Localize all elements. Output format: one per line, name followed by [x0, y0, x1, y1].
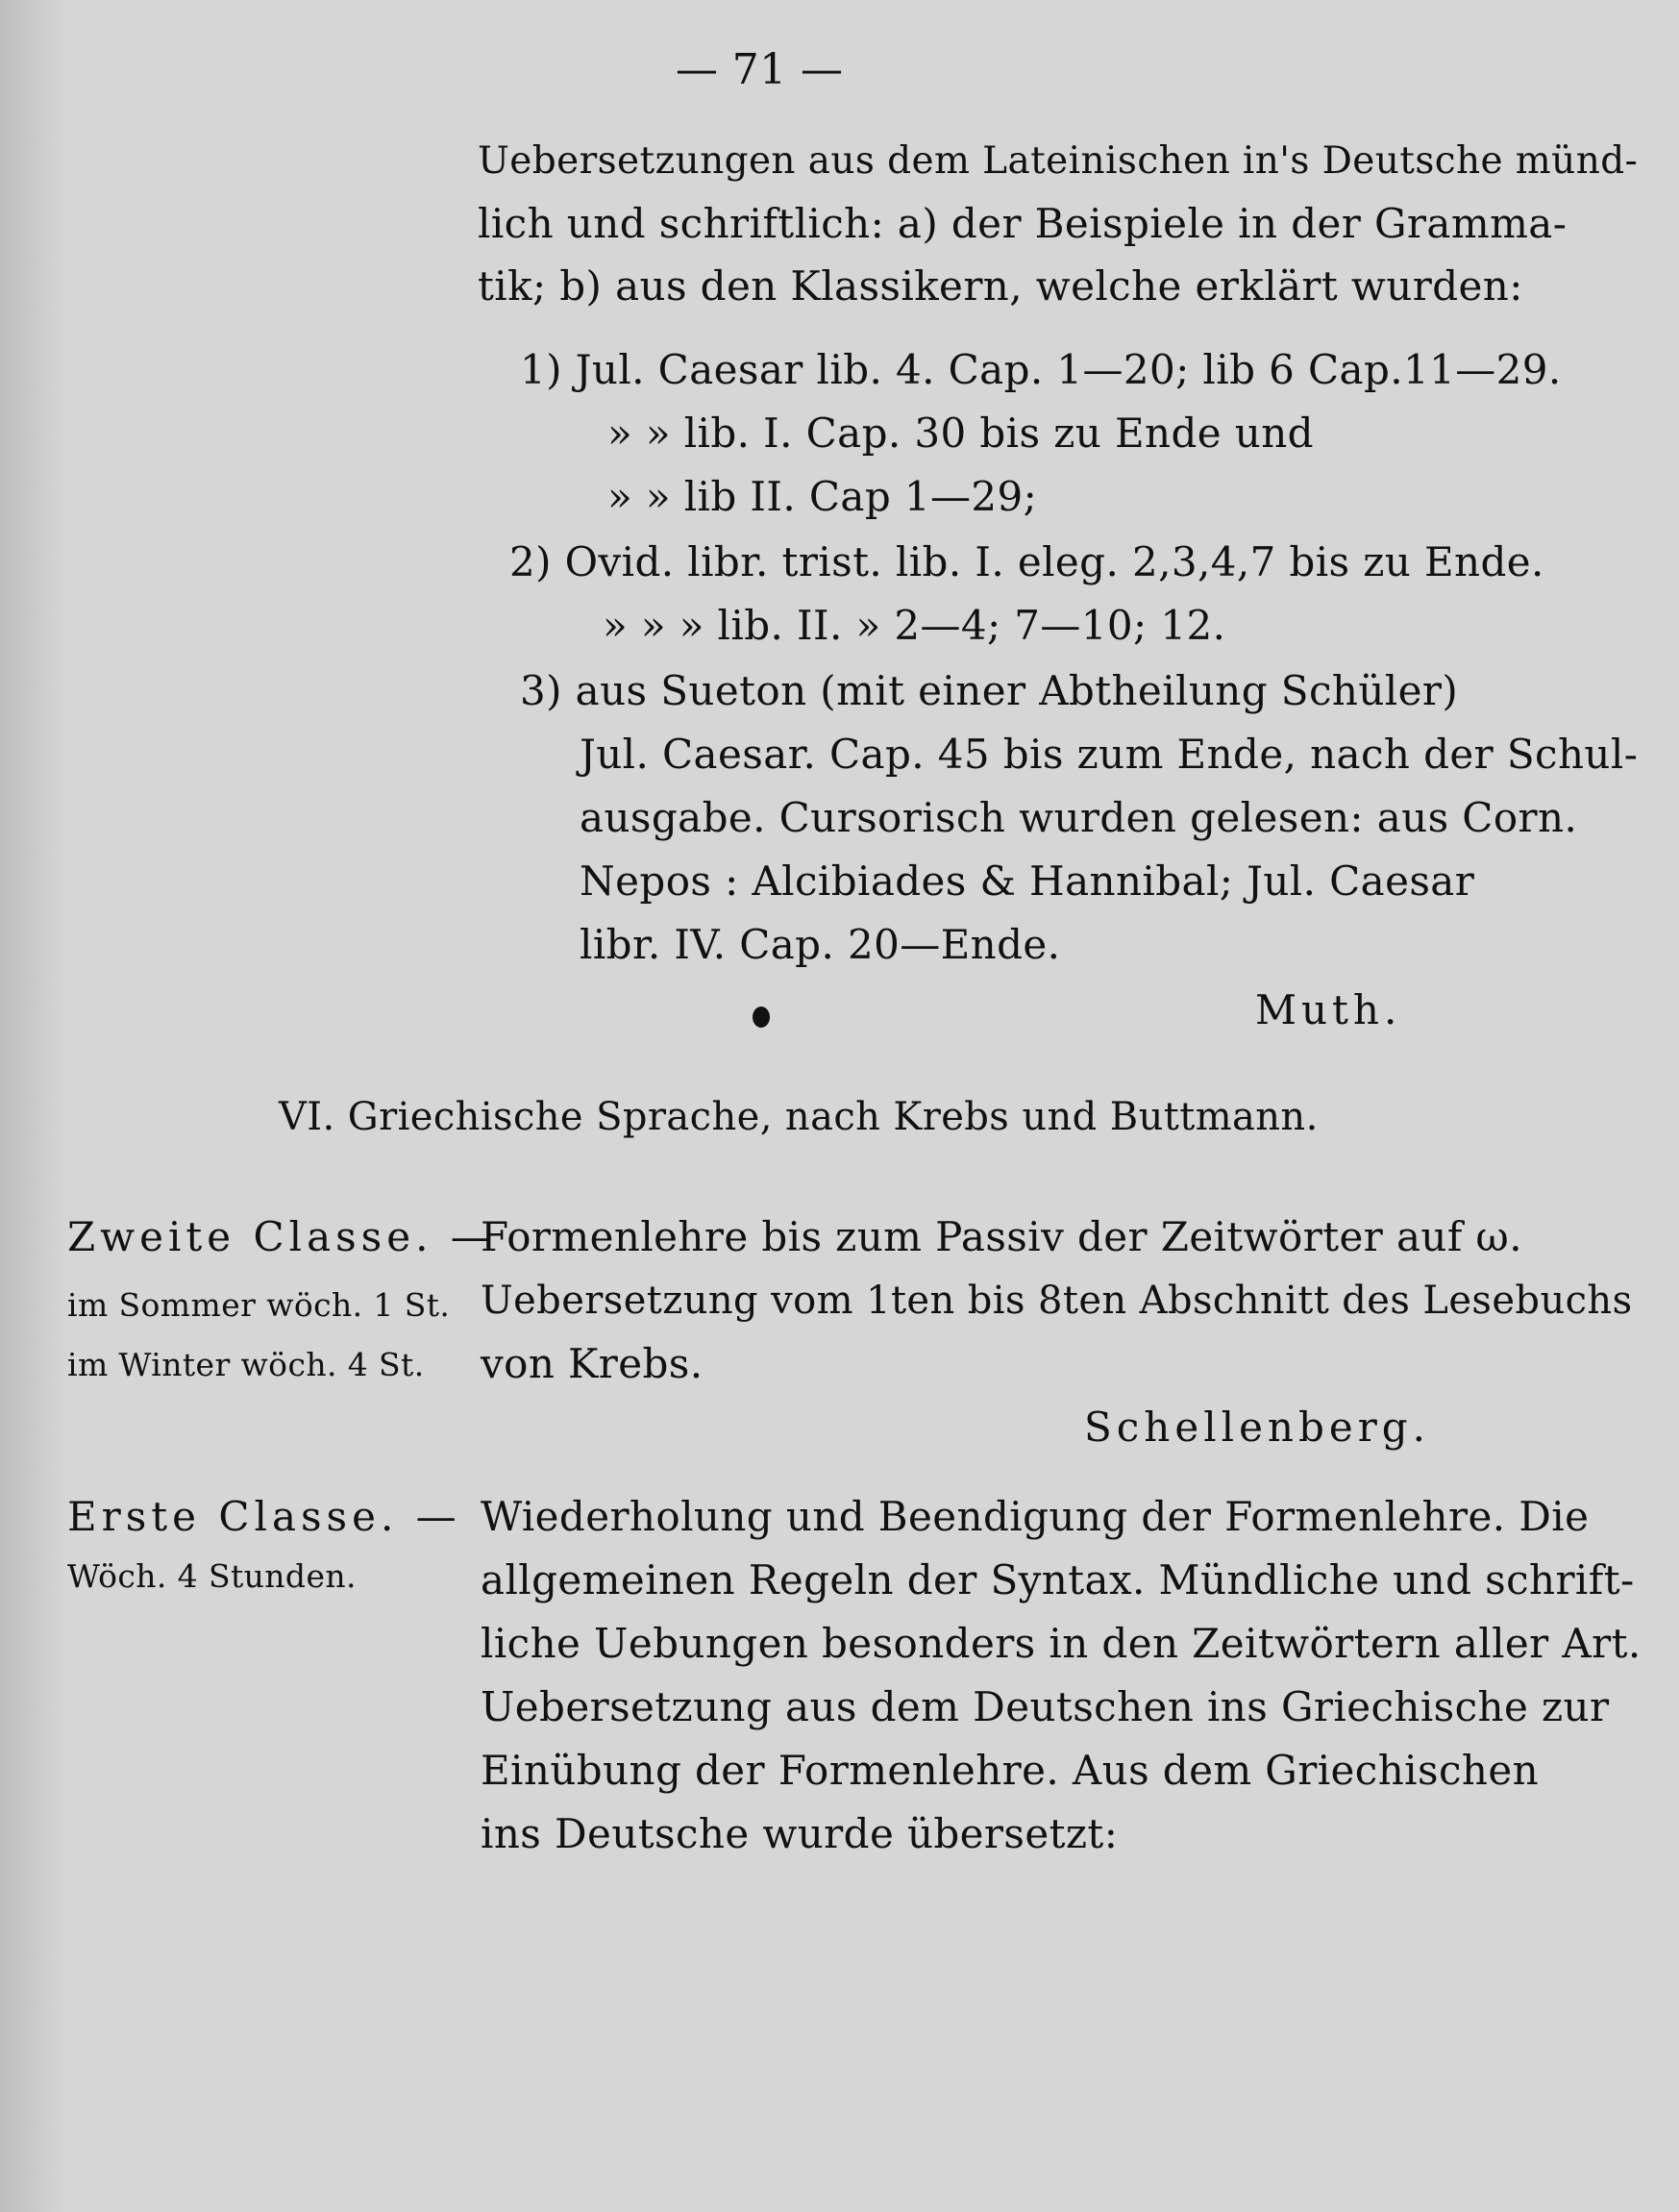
reading-line-10: libr. IV. Cap. 20—Ende. — [580, 921, 1061, 968]
intro-line-1: Uebersetzungen aus dem Lateinischen in's Deutsche münd- — [478, 139, 1639, 183]
ink-dot — [753, 1007, 770, 1028]
class-1-text-line-1: Wiederholung und Beendigung der Formenlehre. Die — [481, 1493, 1590, 1540]
reading-line-8: ausgabe. Cursorisch wurden gelesen: aus Corn. — [580, 794, 1578, 841]
page-number: — 71 — — [676, 45, 844, 94]
class-2-winter-hours: im Winter wöch. 4 St. — [67, 1346, 425, 1383]
reading-line-4: 2) Ovid. libr. trist. lib. I. eleg. 2,3,4,7 bis zu Ende. — [509, 538, 1544, 585]
reading-line-6: 3) aus Sueton (mit einer Abtheilung Schüler) — [520, 667, 1459, 714]
class-2-label: Zweite Classe. — — [67, 1213, 496, 1260]
reading-line-1: 1) Jul. Caesar lib. 4. Cap. 1—20; lib 6 Cap.11—29. — [520, 346, 1562, 393]
reading-line-3: » » lib II. Cap 1—29; — [607, 473, 1038, 520]
intro-line-2: lich und schriftlich: a) der Beispiele in der Gramma- — [478, 200, 1568, 247]
teacher-signature-1: Muth. — [1255, 986, 1402, 1033]
reading-line-9: Nepos : Alcibiades & Hannibal; Jul. Caesar — [580, 857, 1475, 905]
reading-line-5: » » » lib. II. » 2—4; 7—10; 12. — [603, 602, 1226, 649]
class-1-text-line-5: Einübung der Formenlehre. Aus dem Griechischen — [481, 1747, 1540, 1794]
class-2-summer-hours: im Sommer wöch. 1 St. — [67, 1286, 451, 1324]
page-edge-shadow — [0, 0, 67, 2212]
class-2-text-line-3: von Krebs. — [481, 1340, 704, 1387]
reading-line-7: Jul. Caesar. Cap. 45 bis zum Ende, nach der Schul- — [580, 731, 1639, 778]
intro-line-3: tik; b) aus den Klassikern, welche erklärt wurden: — [478, 262, 1523, 310]
class-1-text-line-6: ins Deutsche wurde übersetzt: — [481, 1810, 1119, 1857]
class-1-hours: Wöch. 4 Stunden. — [67, 1557, 357, 1595]
class-1-text-line-3: liche Uebungen besonders in den Zeitwörtern aller Art. — [481, 1620, 1642, 1667]
class-1-text-line-2: allgemeinen Regeln der Syntax. Mündliche und schrift- — [481, 1556, 1635, 1603]
class-2-text-line-1: Formenlehre bis zum Passiv der Zeitwörter auf ω. — [481, 1213, 1522, 1260]
class-2-text-line-2: Uebersetzung vom 1ten bis 8ten Abschnitt des Lesebuchs — [481, 1279, 1633, 1323]
class-1-text-line-4: Uebersetzung aus dem Deutschen ins Griechische zur — [481, 1683, 1610, 1730]
teacher-signature-2: Schellenberg. — [1084, 1404, 1431, 1451]
section-heading: VI. Griechische Sprache, nach Krebs und Buttmann. — [279, 1095, 1319, 1139]
reading-line-2: » » lib. I. Cap. 30 bis zu Ende und — [607, 410, 1314, 457]
class-1-label: Erste Classe. — — [67, 1493, 461, 1540]
